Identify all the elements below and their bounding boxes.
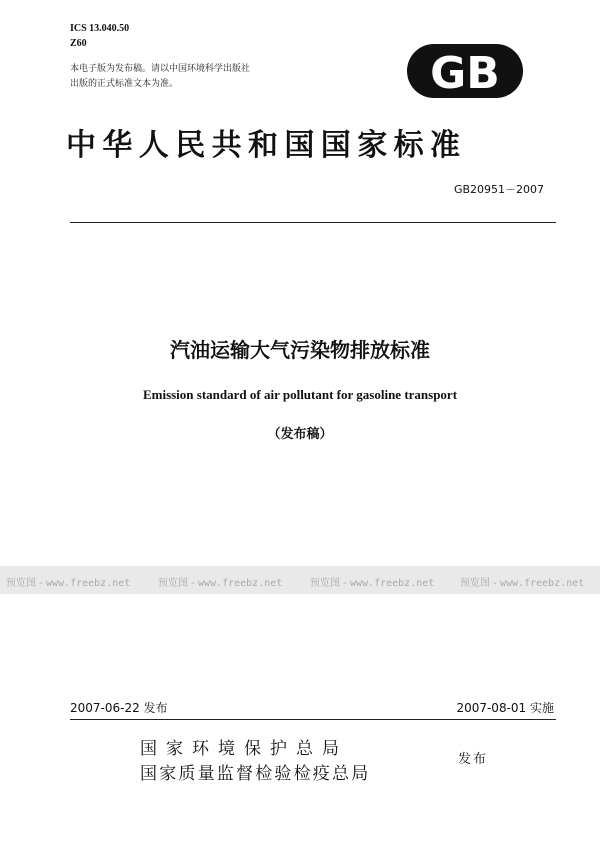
gb-logo-icon: [405, 42, 525, 100]
notice-line-2: 出版的正式标准文本为准。: [70, 79, 179, 89]
logo-text: GB: [430, 48, 500, 99]
issue-label: 发布: [458, 752, 489, 767]
implementation-date: 2007-08-01 实施: [456, 701, 554, 715]
top-divider: [70, 222, 556, 223]
watermark-band: [0, 566, 600, 594]
bottom-divider: [70, 719, 556, 720]
publication-notice: [70, 62, 360, 92]
watermark-item: 预览图 - www.freebz.net: [460, 578, 585, 589]
watermark-item: 预览图 - www.freebz.net: [158, 578, 283, 589]
release-stage: （发布稿）: [267, 427, 333, 442]
country-standard-title: 中华人民共和国国家标准: [66, 128, 467, 163]
publish-date: 2007-06-22 发布: [70, 701, 168, 715]
issuing-organization-1: 国家环境保护总局: [140, 739, 348, 759]
watermark-item: 预览图 - www.freebz.net: [310, 578, 435, 589]
watermark-item: 预览图 - www.freebz.net: [6, 578, 131, 589]
standard-code: GB20951－2007: [453, 183, 544, 196]
standard-title-english: Emission standard of air pollutant for gasoline transport: [142, 387, 458, 402]
issuing-organization-2: 国家质量监督检验检疫总局: [140, 764, 371, 784]
notice-line-1: 本电子版为发布稿。请以中国环境科学出版社: [70, 64, 251, 74]
standard-title-chinese: 汽油运输大气污染物排放标准: [170, 338, 430, 362]
ics-code: ICS 13.040.50: [70, 23, 130, 34]
classification-code: Z60: [70, 38, 87, 49]
